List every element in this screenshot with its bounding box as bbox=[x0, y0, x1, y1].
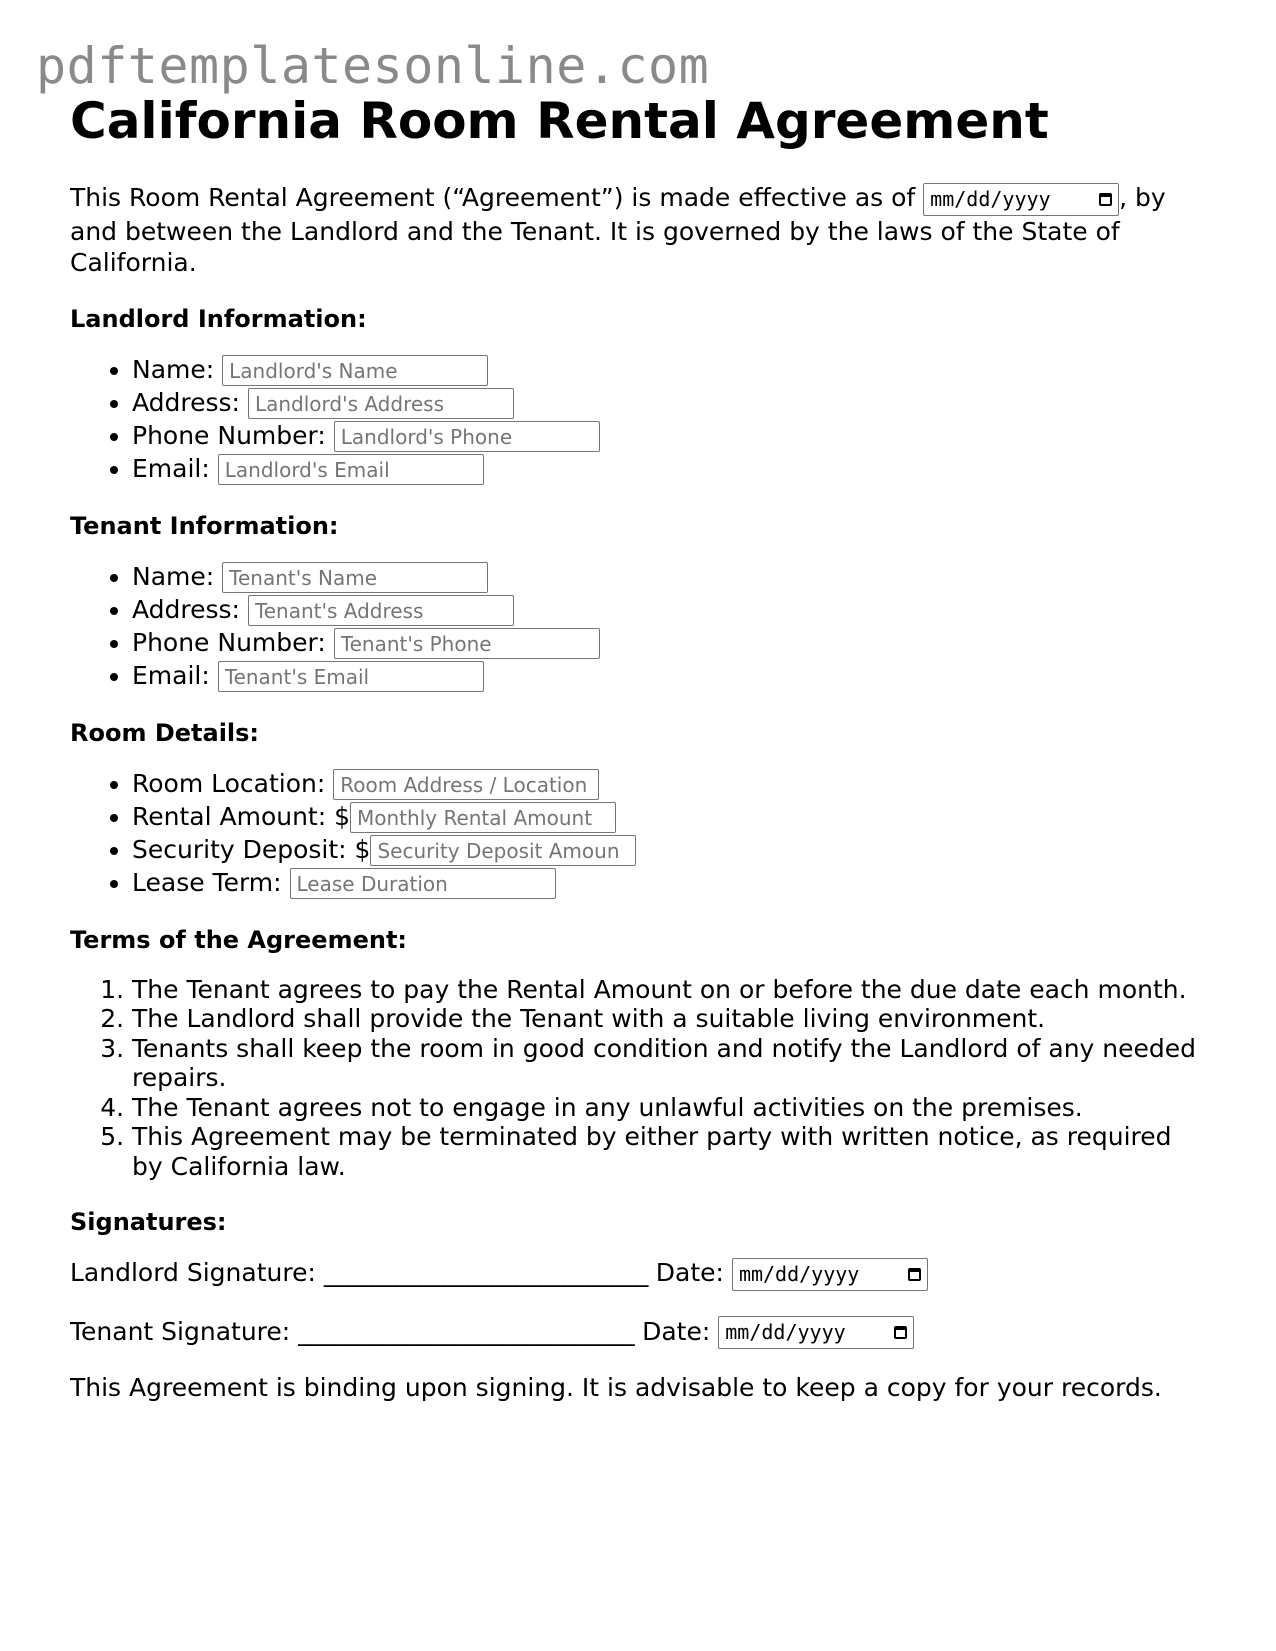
date-label: Date: bbox=[642, 1316, 711, 1346]
lease-term-input[interactable] bbox=[290, 868, 556, 899]
tenant-signature-line[interactable]: ____________________________ bbox=[298, 1316, 635, 1346]
list-item bbox=[132, 833, 1210, 866]
list-item bbox=[132, 767, 1210, 800]
field-label: Lease Term: bbox=[132, 867, 282, 897]
landlord-signature-row bbox=[70, 1256, 1210, 1291]
list-item bbox=[132, 452, 1210, 485]
calendar-icon[interactable] bbox=[1099, 193, 1112, 206]
list-item bbox=[132, 659, 1210, 692]
signatures-heading: Signatures: bbox=[70, 1208, 227, 1236]
landlord-phone-input[interactable] bbox=[334, 421, 600, 452]
date-placeholder: mm/dd/yyyy bbox=[738, 1261, 860, 1286]
intro-text-after: , by and between the Landlord and the Tenant. It is governed by the laws of the State of California. bbox=[70, 183, 1166, 277]
field-label: Address: bbox=[132, 387, 240, 417]
terms-heading: Terms of the Agreement: bbox=[70, 925, 408, 954]
field-label: Rental Amount: $ bbox=[132, 801, 351, 831]
effective-date-placeholder: mm/dd/yyyy bbox=[930, 186, 1051, 211]
field-label: Email: bbox=[132, 453, 210, 483]
effective-date-input[interactable] bbox=[923, 183, 1119, 216]
tenant-signature-row bbox=[70, 1315, 1210, 1350]
list-item: 2. The Landlord shall provide the Tenant with a suitable living environment. bbox=[132, 1004, 1210, 1034]
field-label: Room Location: bbox=[132, 768, 326, 798]
list-item bbox=[132, 560, 1210, 593]
landlord-fields bbox=[70, 353, 1210, 485]
rental-amount-input[interactable] bbox=[350, 802, 616, 833]
field-label: Phone Number: bbox=[132, 420, 326, 450]
tenant-phone-input[interactable] bbox=[334, 628, 600, 659]
field-label: Name: bbox=[132, 354, 215, 384]
calendar-icon[interactable] bbox=[894, 1326, 907, 1339]
page-title: California Room Rental Agreement bbox=[70, 92, 1049, 150]
list-item: 3. Tenants shall keep the room in good condition and notify the Landlord of any needed repairs. bbox=[132, 1034, 1210, 1093]
landlord-heading: Landlord Information: bbox=[70, 304, 367, 333]
landlord-email-input[interactable] bbox=[218, 454, 484, 485]
landlord-address-input[interactable] bbox=[248, 388, 514, 419]
tenant-fields bbox=[70, 560, 1210, 692]
agreement-document bbox=[70, 90, 1210, 1404]
date-label: Date: bbox=[655, 1258, 724, 1287]
list-item bbox=[132, 419, 1210, 452]
intro-paragraph bbox=[70, 182, 1210, 278]
closing-statement: This Agreement is binding upon signing. It is advisable to keep a copy for your records. bbox=[70, 1373, 1162, 1402]
landlord-date-input[interactable] bbox=[732, 1258, 928, 1291]
room-fields bbox=[70, 767, 1210, 899]
intro-text-before: This Room Rental Agreement (“Agreement”) is made effective as of bbox=[70, 183, 916, 212]
list-item bbox=[132, 593, 1210, 626]
field-label: Email: bbox=[132, 660, 210, 690]
list-item: 1. The Tenant agrees to pay the Rental Amount on or before the due date each month. bbox=[132, 975, 1210, 1005]
landlord-signature-label: Landlord Signature: bbox=[70, 1258, 316, 1287]
tenant-signature-label: Tenant Signature: bbox=[70, 1316, 291, 1346]
room-location-input[interactable] bbox=[333, 769, 599, 800]
field-label: Name: bbox=[132, 561, 215, 591]
list-item bbox=[132, 386, 1210, 419]
tenant-heading: Tenant Information: bbox=[70, 511, 339, 540]
landlord-name-input[interactable] bbox=[222, 355, 488, 386]
tenant-email-input[interactable] bbox=[218, 661, 484, 692]
list-item: 4. The Tenant agrees not to engage in any unlawful activities on the premises. bbox=[132, 1093, 1210, 1123]
list-item bbox=[132, 866, 1210, 899]
list-item bbox=[132, 353, 1210, 386]
date-placeholder: mm/dd/yyyy bbox=[725, 1320, 846, 1344]
landlord-signature-line[interactable]: ___________________________ bbox=[323, 1258, 648, 1287]
security-deposit-input[interactable] bbox=[370, 835, 636, 866]
terms-list bbox=[70, 975, 1210, 1182]
tenant-name-input[interactable] bbox=[222, 562, 488, 593]
list-item bbox=[132, 626, 1210, 659]
list-item bbox=[132, 800, 1210, 833]
field-label: Address: bbox=[132, 594, 240, 624]
list-item: 5. This Agreement may be terminated by either party with written notice, as required by California law. bbox=[132, 1122, 1210, 1181]
tenant-address-input[interactable] bbox=[248, 595, 514, 626]
calendar-icon[interactable] bbox=[908, 1268, 921, 1281]
watermark: pdftemplatesonline.com bbox=[36, 37, 710, 95]
room-heading: Room Details: bbox=[70, 718, 260, 747]
tenant-date-input[interactable] bbox=[718, 1316, 914, 1349]
field-label: Security Deposit: $ bbox=[132, 834, 371, 864]
field-label: Phone Number: bbox=[132, 627, 326, 657]
